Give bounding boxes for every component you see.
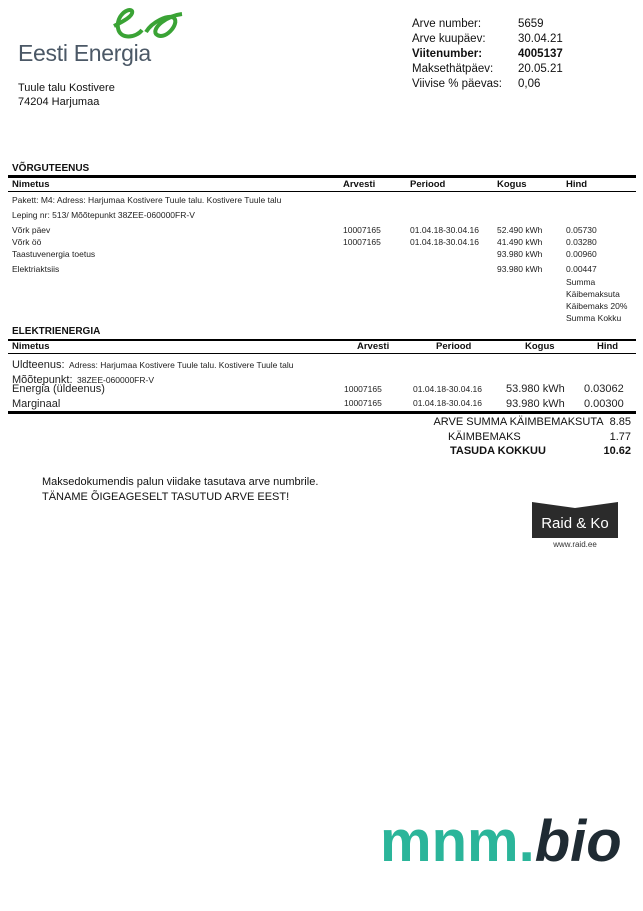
total-without-vat: 8.85 — [609, 416, 631, 428]
col-header-price: Hind — [566, 179, 588, 190]
row-name: Energia (üldeenus) — [12, 383, 105, 395]
watermark-part1: mnm. — [380, 809, 535, 874]
raid-logo-text: Raid & Ko — [541, 515, 609, 532]
row-meter: 10007165 — [343, 225, 381, 235]
vat-label: KÄIMBEMAKS — [448, 431, 521, 443]
row-meter: 10007165 — [344, 398, 382, 408]
reference-number-label: Viitenumber: — [412, 48, 483, 60]
row-quantity: 93.980 kWh — [506, 398, 565, 410]
customer-name: Tuule talu Kostivere — [18, 82, 115, 94]
col-header-meter: Arvesti — [357, 341, 390, 352]
package-info: Pakett: M4: Adress: Harjumaa Kostivere Tuule talu. Kostivere Tuule talu — [12, 195, 282, 205]
watermark-part2: bio — [534, 809, 622, 874]
due-date: 20.05.21 — [518, 63, 563, 75]
invoice-number: 5659 — [518, 18, 544, 30]
total-without-vat-label: ARVE SUMMA KÄIMBEMAKSUTA — [433, 416, 604, 428]
due-date-label: Maksethätpäev: — [412, 63, 494, 75]
invoice-number-label: Arve number: — [412, 18, 482, 30]
col-header-price: Hind — [597, 341, 619, 352]
col-header-name: Nimetus — [12, 341, 50, 352]
summary-label: Summa Kokku — [566, 313, 622, 323]
col-header-meter: Arvesti — [343, 179, 376, 190]
thank-you-note: TÄNAME ÕIGEAGESELT TASUTUD ARVE EEST! — [42, 491, 290, 503]
total-due: 10.62 — [603, 445, 631, 457]
row-quantity: 93.980 kWh — [497, 249, 543, 259]
row-price: 0.00447 — [566, 264, 597, 274]
row-name: Elektriaktsiis — [12, 264, 60, 274]
row-period: 01.04.18-30.04.16 — [410, 225, 480, 235]
metering-point-text: 38ZEE-060000FR-V — [77, 375, 155, 385]
col-header-name: Nimetus — [12, 179, 50, 190]
service-text: Adress: Harjumaa Kostivere Tuule talu. Kostivere Tuule talu — [69, 360, 294, 370]
row-name: Marginaal — [12, 398, 61, 410]
row-price: 0.03062 — [584, 383, 624, 395]
row-meter: 10007165 — [344, 384, 382, 394]
company-name: Eesti Energia — [18, 40, 151, 66]
summary-label: Käibemaks 20% — [566, 301, 628, 311]
contract-info: Leping nr: 513/ Mõõtepunkt 38ZEE-060000FR-V — [12, 210, 195, 220]
divider — [8, 175, 636, 178]
row-meter: 10007165 — [343, 237, 381, 247]
row-period: 01.04.18-30.04.16 — [413, 384, 483, 394]
divider — [8, 411, 636, 414]
col-header-quantity: Kogus — [497, 179, 527, 190]
row-quantity: 52.490 kWh — [497, 225, 543, 235]
row-name: Taastuvenergia toetus — [12, 249, 96, 259]
row-quantity: 41.490 kWh — [497, 237, 543, 247]
raid-logo-notch-icon — [532, 498, 618, 508]
divider — [8, 191, 636, 192]
row-price: 0.00300 — [584, 398, 624, 410]
payment-note: Maksedokumendis palun viidake tasutava arve numbrile. — [42, 476, 319, 488]
row-quantity: 53.980 kWh — [506, 383, 565, 395]
eesti-energia-logo-icon — [108, 8, 184, 44]
service-label: Uldteenus: — [12, 359, 65, 371]
watermark — [380, 808, 622, 875]
penalty-value: 0,06 — [518, 78, 541, 90]
row-price: 0.03280 — [566, 237, 597, 247]
row-price: 0.00960 — [566, 249, 597, 259]
metering-point-label: Mõõtepunkt: — [12, 374, 73, 386]
col-header-quantity: Kogus — [525, 341, 555, 352]
total-due-label: TASUDA KOKKUU — [450, 445, 546, 457]
divider — [8, 353, 636, 354]
raid-logo — [532, 502, 618, 538]
col-header-period: Periood — [410, 179, 446, 190]
raid-url: www.raid.ee — [553, 540, 597, 549]
col-header-period: Periood — [436, 341, 472, 352]
row-price: 0.05730 — [566, 225, 597, 235]
row-period: 01.04.18-30.04.16 — [410, 237, 480, 247]
energy-section-title: ELEKTRIENERGIA — [12, 326, 101, 337]
invoice-date: 30.04.21 — [518, 33, 563, 45]
invoice-date-label: Arve kuupäev: — [412, 33, 486, 45]
summary-label: Käibemaksuta — [566, 289, 620, 299]
row-name: Võrk öö — [12, 237, 42, 247]
summary-label: Summa — [566, 277, 596, 287]
penalty-label: Viivise % päevas: — [412, 78, 502, 90]
total-without-vat-row — [433, 416, 631, 428]
row-period: 01.04.18-30.04.16 — [413, 398, 483, 408]
reference-number: 4005137 — [518, 48, 563, 60]
row-quantity: 93.980 kWh — [497, 264, 543, 274]
row-name: Võrk päev — [12, 225, 51, 235]
vat-amount: 1.77 — [609, 431, 631, 443]
network-section-title: VÕRGUTEENUS — [12, 163, 90, 174]
customer-address: 74204 Harjumaa — [18, 96, 100, 108]
